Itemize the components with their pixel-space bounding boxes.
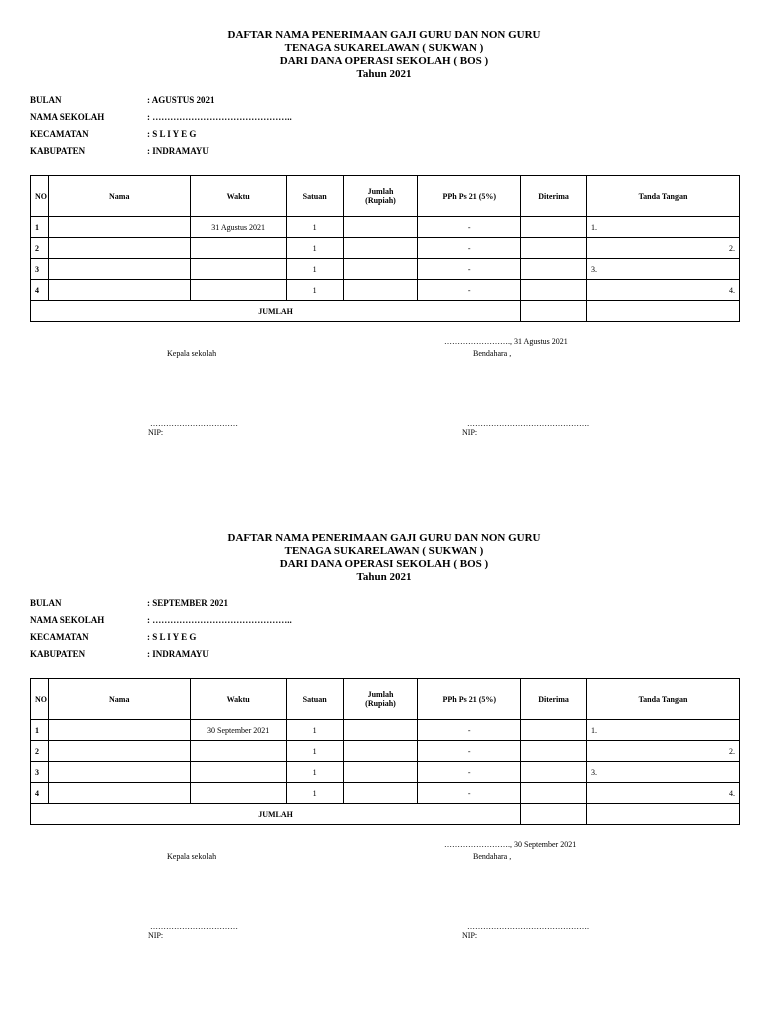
table-header-row — [31, 679, 740, 720]
title-line-4: Tahun 2021 — [356, 571, 412, 583]
table-row — [31, 238, 740, 259]
cell-waktu: 31 Agustus 2021 — [190, 217, 286, 238]
info-value: : AGUSTUS 2021 — [147, 95, 215, 105]
cell-waktu — [190, 280, 286, 301]
signature-line-right: ………………………………………. — [467, 922, 589, 931]
table-total-row — [31, 301, 740, 322]
cell-jumlah[interactable] — [343, 217, 418, 238]
info-key: KECAMATAN — [30, 129, 89, 139]
cell-waktu — [190, 238, 286, 259]
cell-satuan: 1 — [286, 762, 343, 783]
salary-table — [30, 678, 740, 825]
cell-waktu — [190, 762, 286, 783]
cell-nama[interactable] — [48, 217, 190, 238]
info-row-kecamatan — [30, 629, 292, 646]
cell-satuan: 1 — [286, 217, 343, 238]
cell-nama[interactable] — [48, 238, 190, 259]
info-row-bulan — [30, 92, 292, 109]
cell-pph: - — [418, 238, 521, 259]
section-agustus — [0, 0, 768, 480]
table-row — [31, 741, 740, 762]
cell-satuan: 1 — [286, 741, 343, 762]
document-title — [0, 29, 768, 81]
signature-line-right: ………………………………………. — [467, 419, 589, 428]
title-line-2: TENAGA SUKARELAWAN ( SUKWAN ) — [284, 42, 484, 54]
info-value: : SEPTEMBER 2021 — [147, 598, 229, 608]
cell-nama[interactable] — [48, 783, 190, 804]
cell-nama[interactable] — [48, 720, 190, 741]
info-value: : ……………………………………….. — [147, 615, 292, 625]
cell-diterima[interactable] — [521, 720, 587, 741]
cell-pph: - — [418, 762, 521, 783]
info-block — [30, 595, 292, 663]
cell-no: 3 — [31, 762, 49, 783]
info-value: : S L I Y E G — [147, 632, 197, 642]
header-jumlah: Jumlah (Rupiah) — [343, 679, 418, 720]
cell-tanda-tangan: 4. — [587, 783, 740, 804]
bendahara-label: Bendahara , — [473, 852, 512, 861]
info-value: : INDRAMAYU — [147, 649, 209, 659]
info-value: : INDRAMAYU — [147, 146, 209, 156]
table-row — [31, 720, 740, 741]
table-header-row — [31, 176, 740, 217]
header-tanda-tangan: Tanda Tangan — [587, 679, 740, 720]
header-waktu: Waktu — [190, 176, 286, 217]
info-row-kabupaten — [30, 646, 292, 663]
cell-diterima[interactable] — [521, 259, 587, 280]
info-key: BULAN — [30, 598, 62, 608]
cell-pph: - — [418, 720, 521, 741]
cell-satuan: 1 — [286, 783, 343, 804]
info-row-kabupaten — [30, 143, 292, 160]
header-no: NO — [31, 176, 49, 217]
header-diterima: Diterima — [521, 679, 587, 720]
info-row-nama-sekolah — [30, 109, 292, 126]
cell-tanda-tangan: 3. — [587, 259, 740, 280]
cell-waktu — [190, 741, 286, 762]
cell-satuan: 1 — [286, 280, 343, 301]
cell-jumlah[interactable] — [343, 741, 418, 762]
header-satuan: Satuan — [286, 176, 343, 217]
cell-pph: - — [418, 259, 521, 280]
header-pph: PPh Ps 21 (5%) — [418, 679, 521, 720]
cell-jumlah[interactable] — [343, 280, 418, 301]
header-no: NO — [31, 679, 49, 720]
cell-waktu — [190, 259, 286, 280]
cell-waktu — [190, 783, 286, 804]
header-waktu: Waktu — [190, 679, 286, 720]
info-row-bulan — [30, 595, 292, 612]
table-row — [31, 217, 740, 238]
cell-satuan: 1 — [286, 720, 343, 741]
signature-line-left: …………………………… — [150, 922, 238, 931]
cell-no: 2 — [31, 238, 49, 259]
cell-no: 1 — [31, 217, 49, 238]
cell-tanda-tangan: 2. — [587, 741, 740, 762]
table-row — [31, 783, 740, 804]
cell-tanda-tangan: 3. — [587, 762, 740, 783]
table-total-row — [31, 804, 740, 825]
cell-no: 3 — [31, 259, 49, 280]
cell-jumlah[interactable] — [343, 783, 418, 804]
cell-nama[interactable] — [48, 259, 190, 280]
title-line-1: DAFTAR NAMA PENERIMAAN GAJI GURU DAN NON GURU — [227, 29, 541, 41]
nip-left: NIP: — [148, 931, 164, 940]
bendahara-label: Bendahara , — [473, 349, 512, 358]
table-row — [31, 762, 740, 783]
info-key: KABUPATEN — [30, 146, 86, 156]
cell-nama[interactable] — [48, 280, 190, 301]
cell-total-diterima[interactable] — [521, 804, 587, 825]
section-september — [0, 503, 768, 983]
salary-table — [30, 175, 740, 322]
cell-no: 1 — [31, 720, 49, 741]
cell-tanda-tangan: 4. — [587, 280, 740, 301]
header-nama: Nama — [48, 679, 190, 720]
cell-pph: - — [418, 741, 521, 762]
jumlah-label: JUMLAH — [31, 804, 521, 825]
cell-total-tanda-tangan — [587, 301, 740, 322]
cell-satuan: 1 — [286, 259, 343, 280]
info-value: : ……………………………………….. — [147, 112, 292, 122]
info-block — [30, 92, 292, 160]
nip-right: NIP: — [462, 931, 478, 940]
cell-jumlah[interactable] — [343, 762, 418, 783]
cell-satuan: 1 — [286, 238, 343, 259]
cell-no: 2 — [31, 741, 49, 762]
info-key: KECAMATAN — [30, 632, 89, 642]
nip-right: NIP: — [462, 428, 478, 437]
nip-left: NIP: — [148, 428, 164, 437]
date-line: ……………………., 31 Agustus 2021 — [444, 337, 568, 346]
cell-diterima[interactable] — [521, 238, 587, 259]
table-row — [31, 280, 740, 301]
cell-diterima[interactable] — [521, 217, 587, 238]
cell-nama[interactable] — [48, 762, 190, 783]
cell-nama[interactable] — [48, 741, 190, 762]
info-row-kecamatan — [30, 126, 292, 143]
title-line-1: DAFTAR NAMA PENERIMAAN GAJI GURU DAN NON GURU — [227, 532, 541, 544]
info-value: : S L I Y E G — [147, 129, 197, 139]
table-row — [31, 259, 740, 280]
info-key: KABUPATEN — [30, 649, 86, 659]
date-line: ……………………., 30 September 2021 — [444, 840, 577, 849]
cell-no: 4 — [31, 783, 49, 804]
info-row-nama-sekolah — [30, 612, 292, 629]
jumlah-label: JUMLAH — [31, 301, 521, 322]
cell-pph: - — [418, 280, 521, 301]
kepala-sekolah-label: Kepala sekolah — [167, 852, 217, 861]
header-satuan: Satuan — [286, 679, 343, 720]
cell-pph: - — [418, 783, 521, 804]
title-line-3: DARI DANA OPERASI SEKOLAH ( BOS ) — [279, 55, 489, 67]
cell-jumlah[interactable] — [343, 720, 418, 741]
header-pph: PPh Ps 21 (5%) — [418, 176, 521, 217]
cell-diterima[interactable] — [521, 762, 587, 783]
cell-total-diterima[interactable] — [521, 301, 587, 322]
header-nama: Nama — [48, 176, 190, 217]
header-tanda-tangan: Tanda Tangan — [587, 176, 740, 217]
cell-pph: - — [418, 217, 521, 238]
cell-diterima[interactable] — [521, 741, 587, 762]
title-line-2: TENAGA SUKARELAWAN ( SUKWAN ) — [284, 545, 484, 557]
cell-jumlah[interactable] — [343, 259, 418, 280]
cell-tanda-tangan: 2. — [587, 238, 740, 259]
info-key: BULAN — [30, 95, 62, 105]
info-key: NAMA SEKOLAH — [30, 615, 105, 625]
cell-jumlah[interactable] — [343, 238, 418, 259]
header-diterima: Diterima — [521, 176, 587, 217]
document-title — [0, 532, 768, 584]
cell-no: 4 — [31, 280, 49, 301]
cell-waktu: 30 September 2021 — [190, 720, 286, 741]
cell-total-tanda-tangan — [587, 804, 740, 825]
kepala-sekolah-label: Kepala sekolah — [167, 349, 217, 358]
info-key: NAMA SEKOLAH — [30, 112, 105, 122]
cell-diterima[interactable] — [521, 280, 587, 301]
title-line-3: DARI DANA OPERASI SEKOLAH ( BOS ) — [279, 558, 489, 570]
header-jumlah: Jumlah (Rupiah) — [343, 176, 418, 217]
signature-line-left: …………………………… — [150, 419, 238, 428]
title-line-4: Tahun 2021 — [356, 68, 412, 80]
cell-tanda-tangan: 1. — [587, 217, 740, 238]
cell-diterima[interactable] — [521, 783, 587, 804]
cell-tanda-tangan: 1. — [587, 720, 740, 741]
